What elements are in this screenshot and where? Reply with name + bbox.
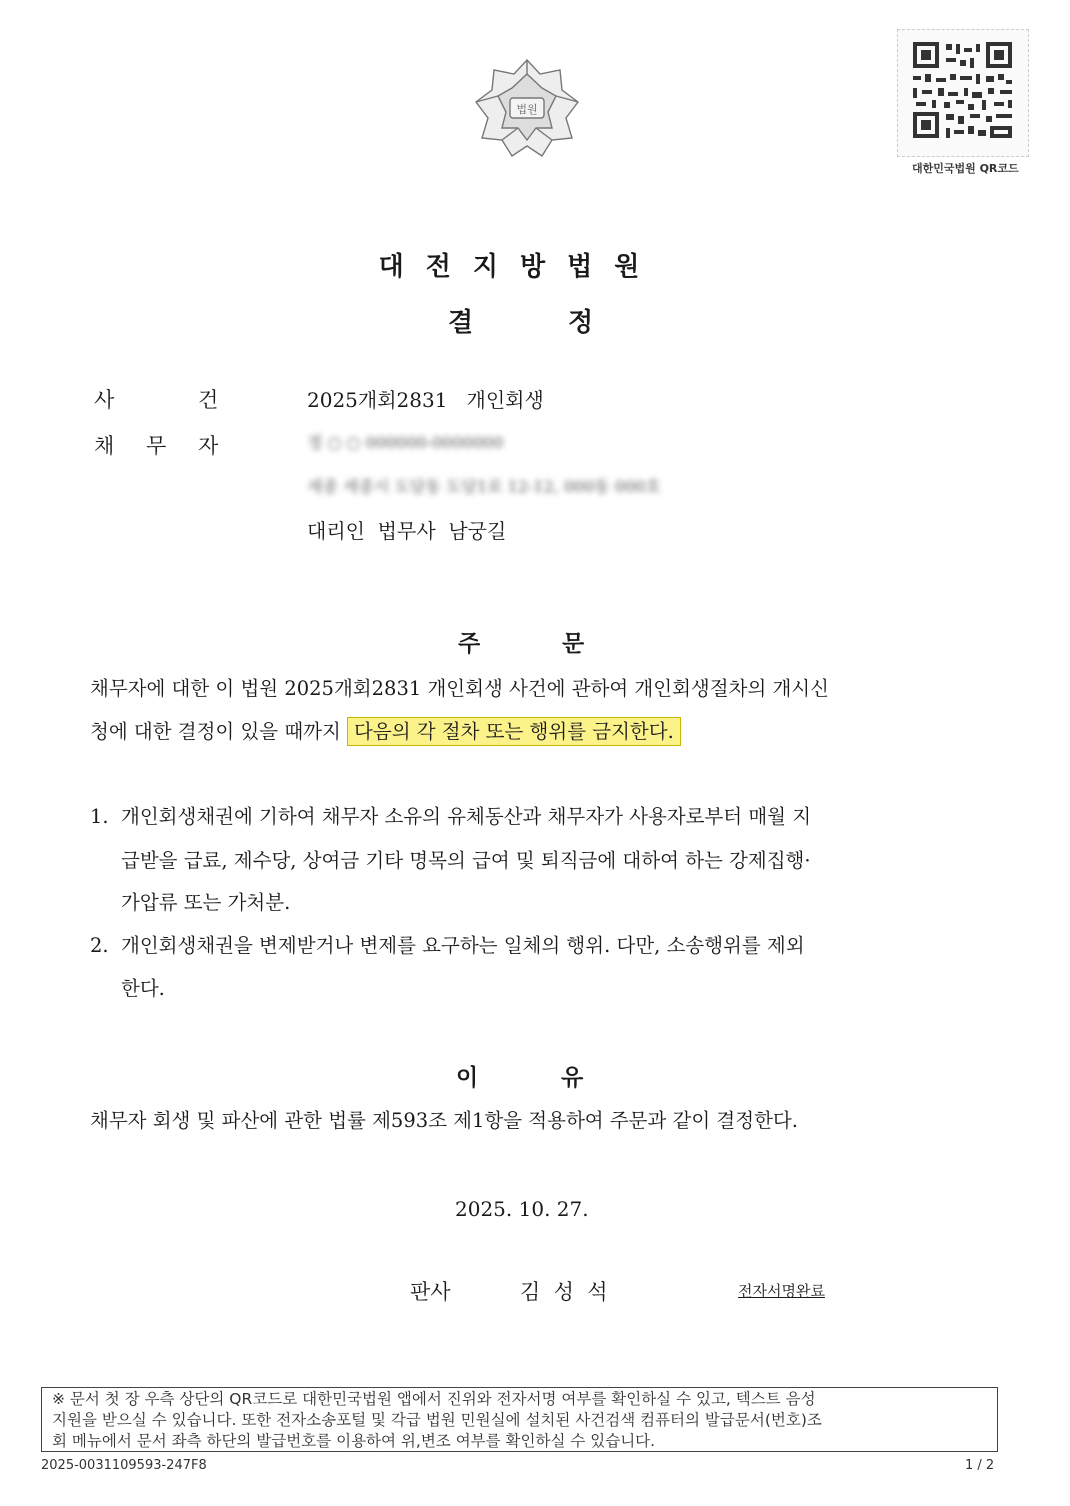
- order-heading-left: 주: [458, 631, 481, 657]
- order-item-2-line1: 2. 개인회생채권을 변제받거나 변제를 요구하는 일체의 행위. 다만, 소송행위를 제외: [90, 934, 805, 957]
- reason-heading-right: 유: [561, 1065, 584, 1091]
- qr-caption: 대한민국법원 QR코드: [912, 162, 1019, 175]
- notice-line-1: ※ 문서 첫 장 우측 상단의 QR코드로 대한민국법원 앱에서 진위와 전자서명 여부를 확인하실 수 있고, 텍스트 음성: [52, 1390, 816, 1408]
- order-item-2-line2: 한다.: [121, 977, 165, 1000]
- case-label-right: 건: [198, 388, 219, 412]
- order-intro-prefix: 청에 대한 결정이 있을 때까지: [90, 720, 341, 743]
- e-signature-mark: 전자서명완료: [738, 1282, 825, 1300]
- qr-code[interactable]: [897, 29, 1029, 157]
- doc-type-left: 결: [448, 308, 474, 338]
- case-label-left: 사: [94, 388, 115, 412]
- debtor-label-3: 자: [198, 434, 219, 458]
- notice-line-3: 회 메뉴에서 문서 좌측 하단의 발급번호를 이용하여 위,변조 여부를 확인하실 수 있습니다.: [52, 1432, 656, 1450]
- court-seal-emblem: [472, 56, 582, 160]
- order-heading-right: 문: [562, 631, 585, 657]
- verification-notice: [41, 1387, 998, 1452]
- highlighted-prohibition: 다음의 각 절차 또는 행위를 금지한다.: [347, 717, 681, 746]
- doc-type-right: 정: [568, 308, 594, 338]
- decision-date: 2025. 10. 27.: [455, 1197, 589, 1221]
- case-number: 2025개회2831 개인회생: [307, 388, 544, 412]
- debtor-address-redacted: 세종 세종시 도담동 도담1로 12-12, 000동 000호: [307, 477, 661, 496]
- debtor-label-2: 무: [146, 434, 167, 458]
- debtor-agent: 대리인 법무사 남궁길: [307, 519, 507, 543]
- order-item-1-line3: 가압류 또는 가처분.: [121, 891, 291, 914]
- debtor-name-redacted: 정 ○ ○ 000000-0000000: [307, 433, 504, 452]
- seal-text: 법원: [516, 103, 538, 116]
- reason-text: 채무자 회생 및 파산에 관한 법률 제593조 제1항을 적용하여 주문과 같이 결정한다.: [90, 1109, 798, 1132]
- debtor-label-1: 채: [94, 434, 115, 458]
- judge-title: 판사: [410, 1280, 451, 1304]
- judge-name: 김 성 석: [520, 1280, 608, 1304]
- page-number: 1 / 2: [965, 1458, 995, 1473]
- order-intro-line1: 채무자에 대한 이 법원 2025개회2831 개인회생 사건에 관하여 개인회생절차의 개시신: [90, 677, 829, 700]
- order-intro-line2: [90, 716, 970, 744]
- order-item-1-line1: 1. 개인회생채권에 기하여 채무자 소유의 유체동산과 채무자가 사용자로부터 매월 지: [90, 805, 812, 828]
- issue-number: 2025-0031109593-247F8: [41, 1458, 207, 1473]
- reason-heading-left: 이: [456, 1065, 479, 1091]
- notice-line-2: 지원을 받으실 수 있습니다. 또한 전자소송포털 및 각급 법원 민원실에 설치된 사건검색 컴퓨터의 발급문서(번호)조: [52, 1411, 822, 1429]
- order-item-1-line2: 급받을 급료, 제수당, 상여금 기타 명목의 급여 및 퇴직금에 대하여 하는 강제집행·: [121, 849, 811, 872]
- court-name: 대전지방법원: [378, 252, 662, 282]
